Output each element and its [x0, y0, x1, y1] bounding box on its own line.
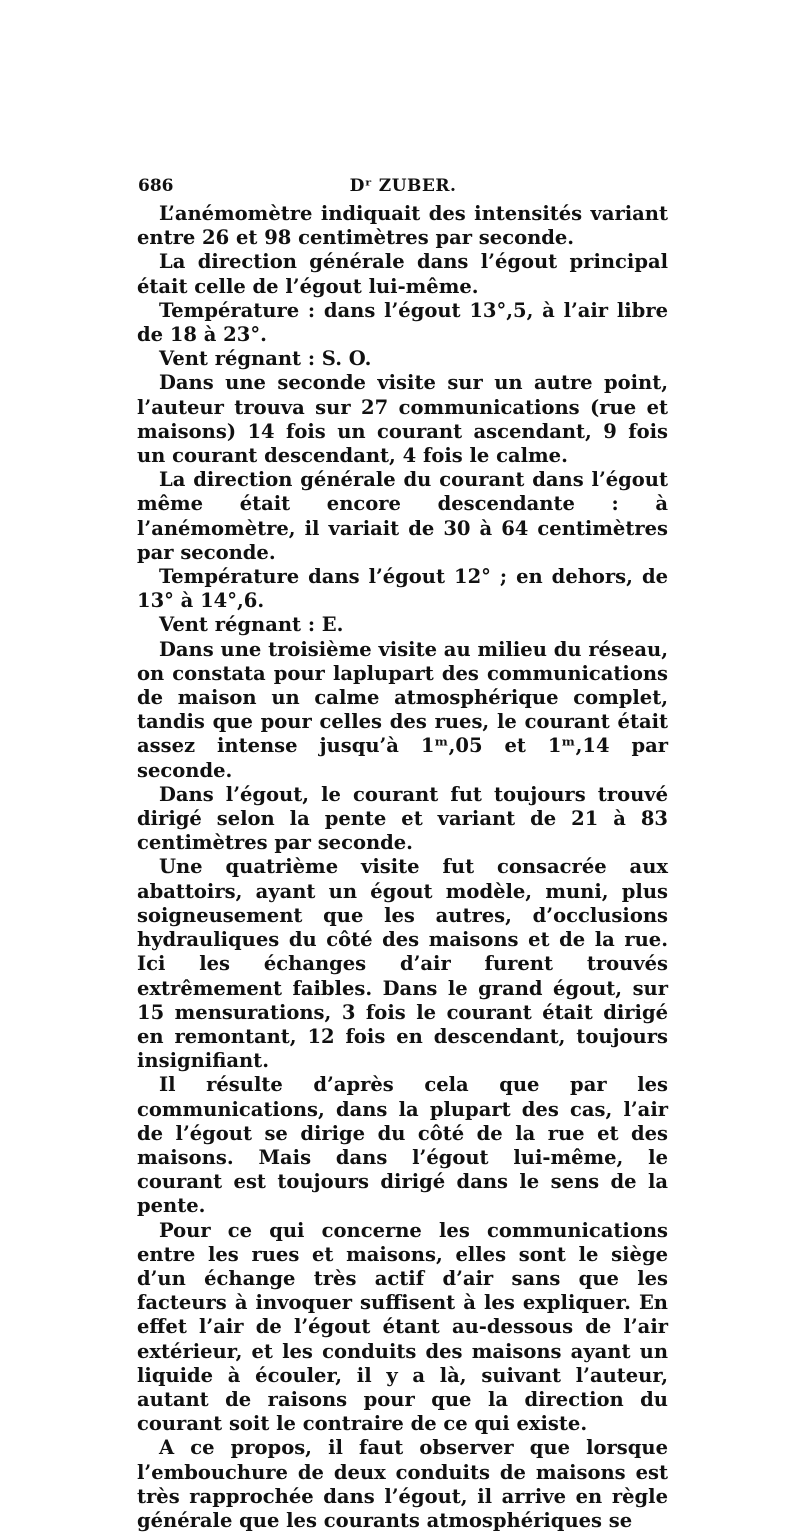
body-text	[137, 202, 668, 1533]
paragraph: Température : dans l’égout 13°,5, à l’air libre de 18 à 23°.	[137, 298, 668, 347]
paragraph: Vent régnant : E.	[159, 613, 344, 637]
page-number: 686	[138, 176, 174, 196]
paragraph: Température dans l’égout 12° ; en dehors, de 13° à 14°,6.	[137, 565, 668, 613]
paragraph: Vent régnant : S. O.	[159, 347, 372, 371]
paragraph: Dans l’égout, le courant fut toujours trouvé dirigé selon la pente et variant de 21 à 83 centimètres par seconde.	[137, 782, 668, 855]
page-header	[138, 176, 668, 202]
running-head: Dʳ ZUBER.	[349, 176, 457, 196]
paragraph: Dans une seconde visite sur un autre point, l’auteur trouva sur 27 communications (rue et maisons) 14 fois un courant ascendant, 9 fois un courant descendant, 4 fois le calme.	[137, 371, 668, 468]
paragraph: Une quatrième visite fut consacrée aux abattoirs, ayant un égout modèle, muni, plus soigneusement que les autres, d’occlusions hydrauliques du côté des maisons et de la rue. Ici les échanges d’air furent trouvés extrêmement faibles. Dans le grand égout, sur 15 mensurations, 3 fois le courant était dirigé en remontant, 12 fois en descendant, toujours insignifiant.	[137, 855, 668, 1073]
paragraph: La direction générale du courant dans l’égout même était encore descendante : à l’anémomètre, il variait de 30 à 64 centimètres par seconde.	[137, 468, 668, 564]
paragraph: A ce propos, il faut observer que lorsque l’embouchure de deux conduits de maisons est très rapprochée dans l’égout, il arrive en règle générale que les courants atmosphériques se	[137, 1436, 668, 1532]
paragraph: La direction générale dans l’égout principal était celle de l’égout lui-même.	[137, 250, 668, 298]
paragraph: Dans une troisième visite au milieu du réseau, on constata pour laplupart des communications de maison un calme atmosphérique complet, tandis que pour celles des rues, le courant était assez intense jusqu’à 1ᵐ,05 et 1ᵐ,14 par seconde.	[137, 637, 668, 782]
paragraph: Il résulte d’après cela que par les communications, dans la plupart des cas, l’air de l’égout se dirige du côté de la rue et des maisons. Mais dans l’égout lui-même, le courant est toujours dirigé dans le sens de la pente.	[137, 1073, 668, 1218]
paragraph: L’anémomètre indiquait des intensités variant entre 26 et 98 centimètres par seconde.	[137, 202, 668, 250]
paragraph: Pour ce qui concerne les communications entre les rues et maisons, elles sont le siège d’un échange très actif d’air sans que les facteurs à invoquer suffisent à les expliquer. En effet l’air de l’égout étant au-dessous de l’air extérieur, et les conduits des maisons ayant un liquide à écouler, il y a là, suivant l’auteur, autant de raisons pour que la direction du courant soit le contraire de ce qui existe.	[137, 1218, 668, 1436]
